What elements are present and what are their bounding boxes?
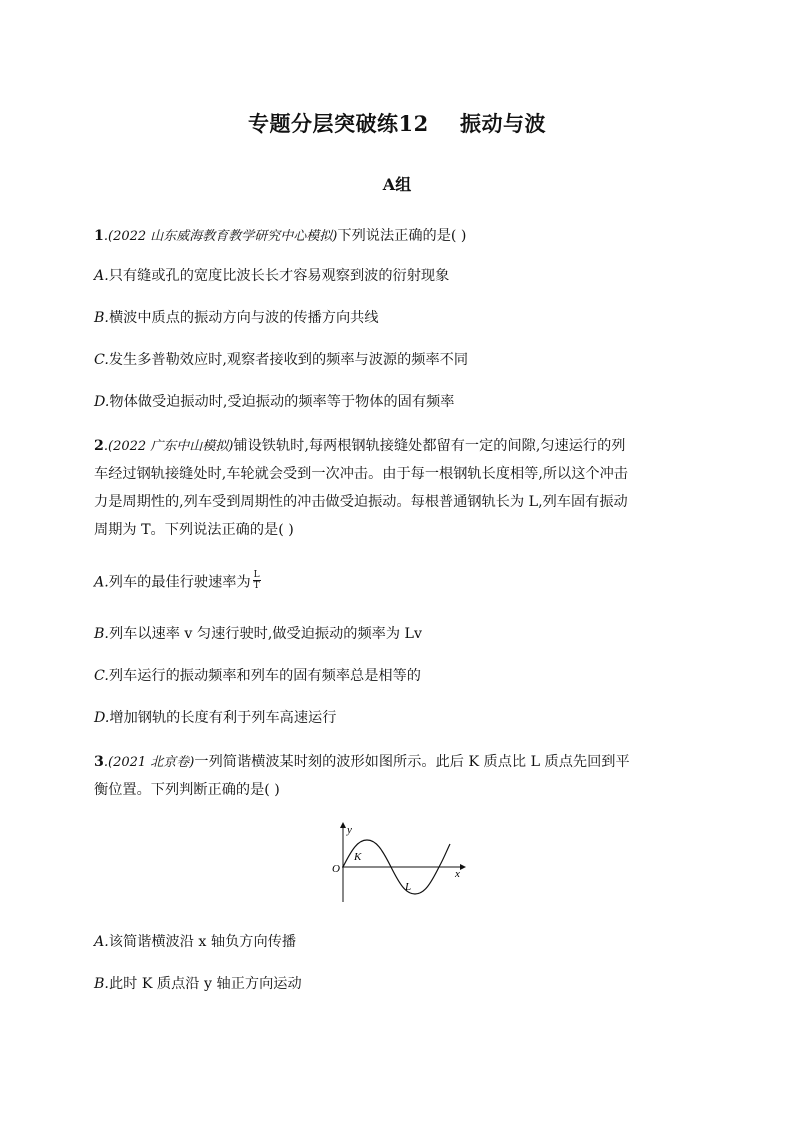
option-label: B.: [94, 626, 109, 642]
option-label: B.: [94, 310, 109, 326]
option-text: 列车以速率 v 匀速行驶时,做受迫振动的频率为 Lv: [108, 626, 422, 642]
question-2-option-c: [94, 666, 421, 686]
question-1-option-c: [94, 350, 468, 370]
y-axis-arrow: [340, 822, 346, 828]
question-3-stem-line-2: 衡位置。下列判断正确的是( ): [94, 782, 280, 798]
y-axis-label: y: [347, 824, 352, 836]
question-3-option-b: [94, 974, 302, 994]
option-text: 列车运行的振动频率和列车的固有频率总是相等的: [108, 668, 421, 684]
group-heading: A组: [382, 175, 412, 194]
option-text: 增加钢轨的长度有利于列车高速运行: [109, 710, 337, 726]
question-1-source: .(2022 山东威海教育教学研究中心模拟): [103, 229, 338, 244]
option-text: 只有缝或孔的宽度比波长长才容易观察到波的衍射现象: [108, 268, 450, 284]
origin-label: O: [332, 863, 340, 875]
option-label: A.: [94, 574, 109, 591]
question-1-option-d: [94, 392, 454, 412]
wave-figure: [328, 820, 468, 910]
question-2-source: .(2022 广东中山模拟): [103, 439, 234, 454]
option-label: B.: [94, 976, 109, 992]
question-3-stem-line-1: [94, 752, 630, 773]
question-2-stem-line-2: 车经过钢轨接缝处时,车轮就会受到一次冲击。由于每一根钢轨长度相等,所以这个冲击: [94, 466, 628, 482]
question-1-option-b: [94, 308, 379, 328]
option-label: A.: [94, 268, 109, 284]
option-label: D.: [94, 394, 110, 410]
page-title: 专题分层突破练12 振动与波: [248, 111, 546, 136]
question-2-option-a: [94, 572, 261, 593]
x-axis-label: x: [455, 868, 460, 880]
fraction-numerator: L: [253, 570, 260, 580]
question-2-stem-line-3: 力是周期性的,列车受到周期性的冲击做受迫振动。每根普通钢轨长为 L,列车固有振动: [94, 494, 628, 510]
question-1-number: 1: [94, 228, 104, 244]
question-1-stem: [94, 226, 466, 247]
option-text: 物体做受迫振动时,受迫振动的频率等于物体的固有频率: [109, 394, 455, 410]
point-l-label: L: [405, 881, 412, 893]
option-text: 此时 K 质点沿 y 轴正方向运动: [108, 976, 302, 992]
question-1-option-a: [94, 266, 449, 286]
question-3-option-a: [94, 932, 296, 952]
fraction: [253, 570, 261, 591]
question-2-option-b: [94, 624, 422, 644]
question-1-text: 下列说法正确的是( ): [337, 228, 467, 244]
option-text: 列车的最佳行驶速率为: [108, 574, 251, 591]
option-label: A.: [94, 934, 109, 950]
x-axis-arrow: [460, 864, 466, 870]
fraction-denominator: T: [253, 581, 260, 591]
question-2-option-d: [94, 708, 336, 728]
question-2-stem-line-1: [94, 436, 625, 457]
option-text: 发生多普勒效应时,观察者接收到的频率与波源的频率不同: [108, 352, 469, 368]
option-text: 横波中质点的振动方向与波的传播方向共线: [108, 310, 379, 326]
option-label: C.: [94, 352, 109, 368]
option-text: 该简谐横波沿 x 轴负方向传播: [108, 934, 297, 950]
question-2-number: 2: [94, 438, 104, 454]
option-label: C.: [94, 668, 109, 684]
option-label: D.: [94, 710, 110, 726]
question-3-number: 3: [94, 754, 104, 770]
question-3-source: .(2021 北京卷): [103, 755, 195, 770]
question-3-text: 一列简谐横波某时刻的波形如图所示。此后 K 质点比 L 质点先回到平: [194, 754, 630, 770]
point-k-label: K: [354, 851, 362, 863]
question-2-stem-line-4: 周期为 T。下列说法正确的是( ): [94, 522, 294, 538]
question-2-text: 铺设铁轨时,每两根钢轨接缝处都留有一定的间隙,匀速运行的列: [233, 438, 626, 454]
